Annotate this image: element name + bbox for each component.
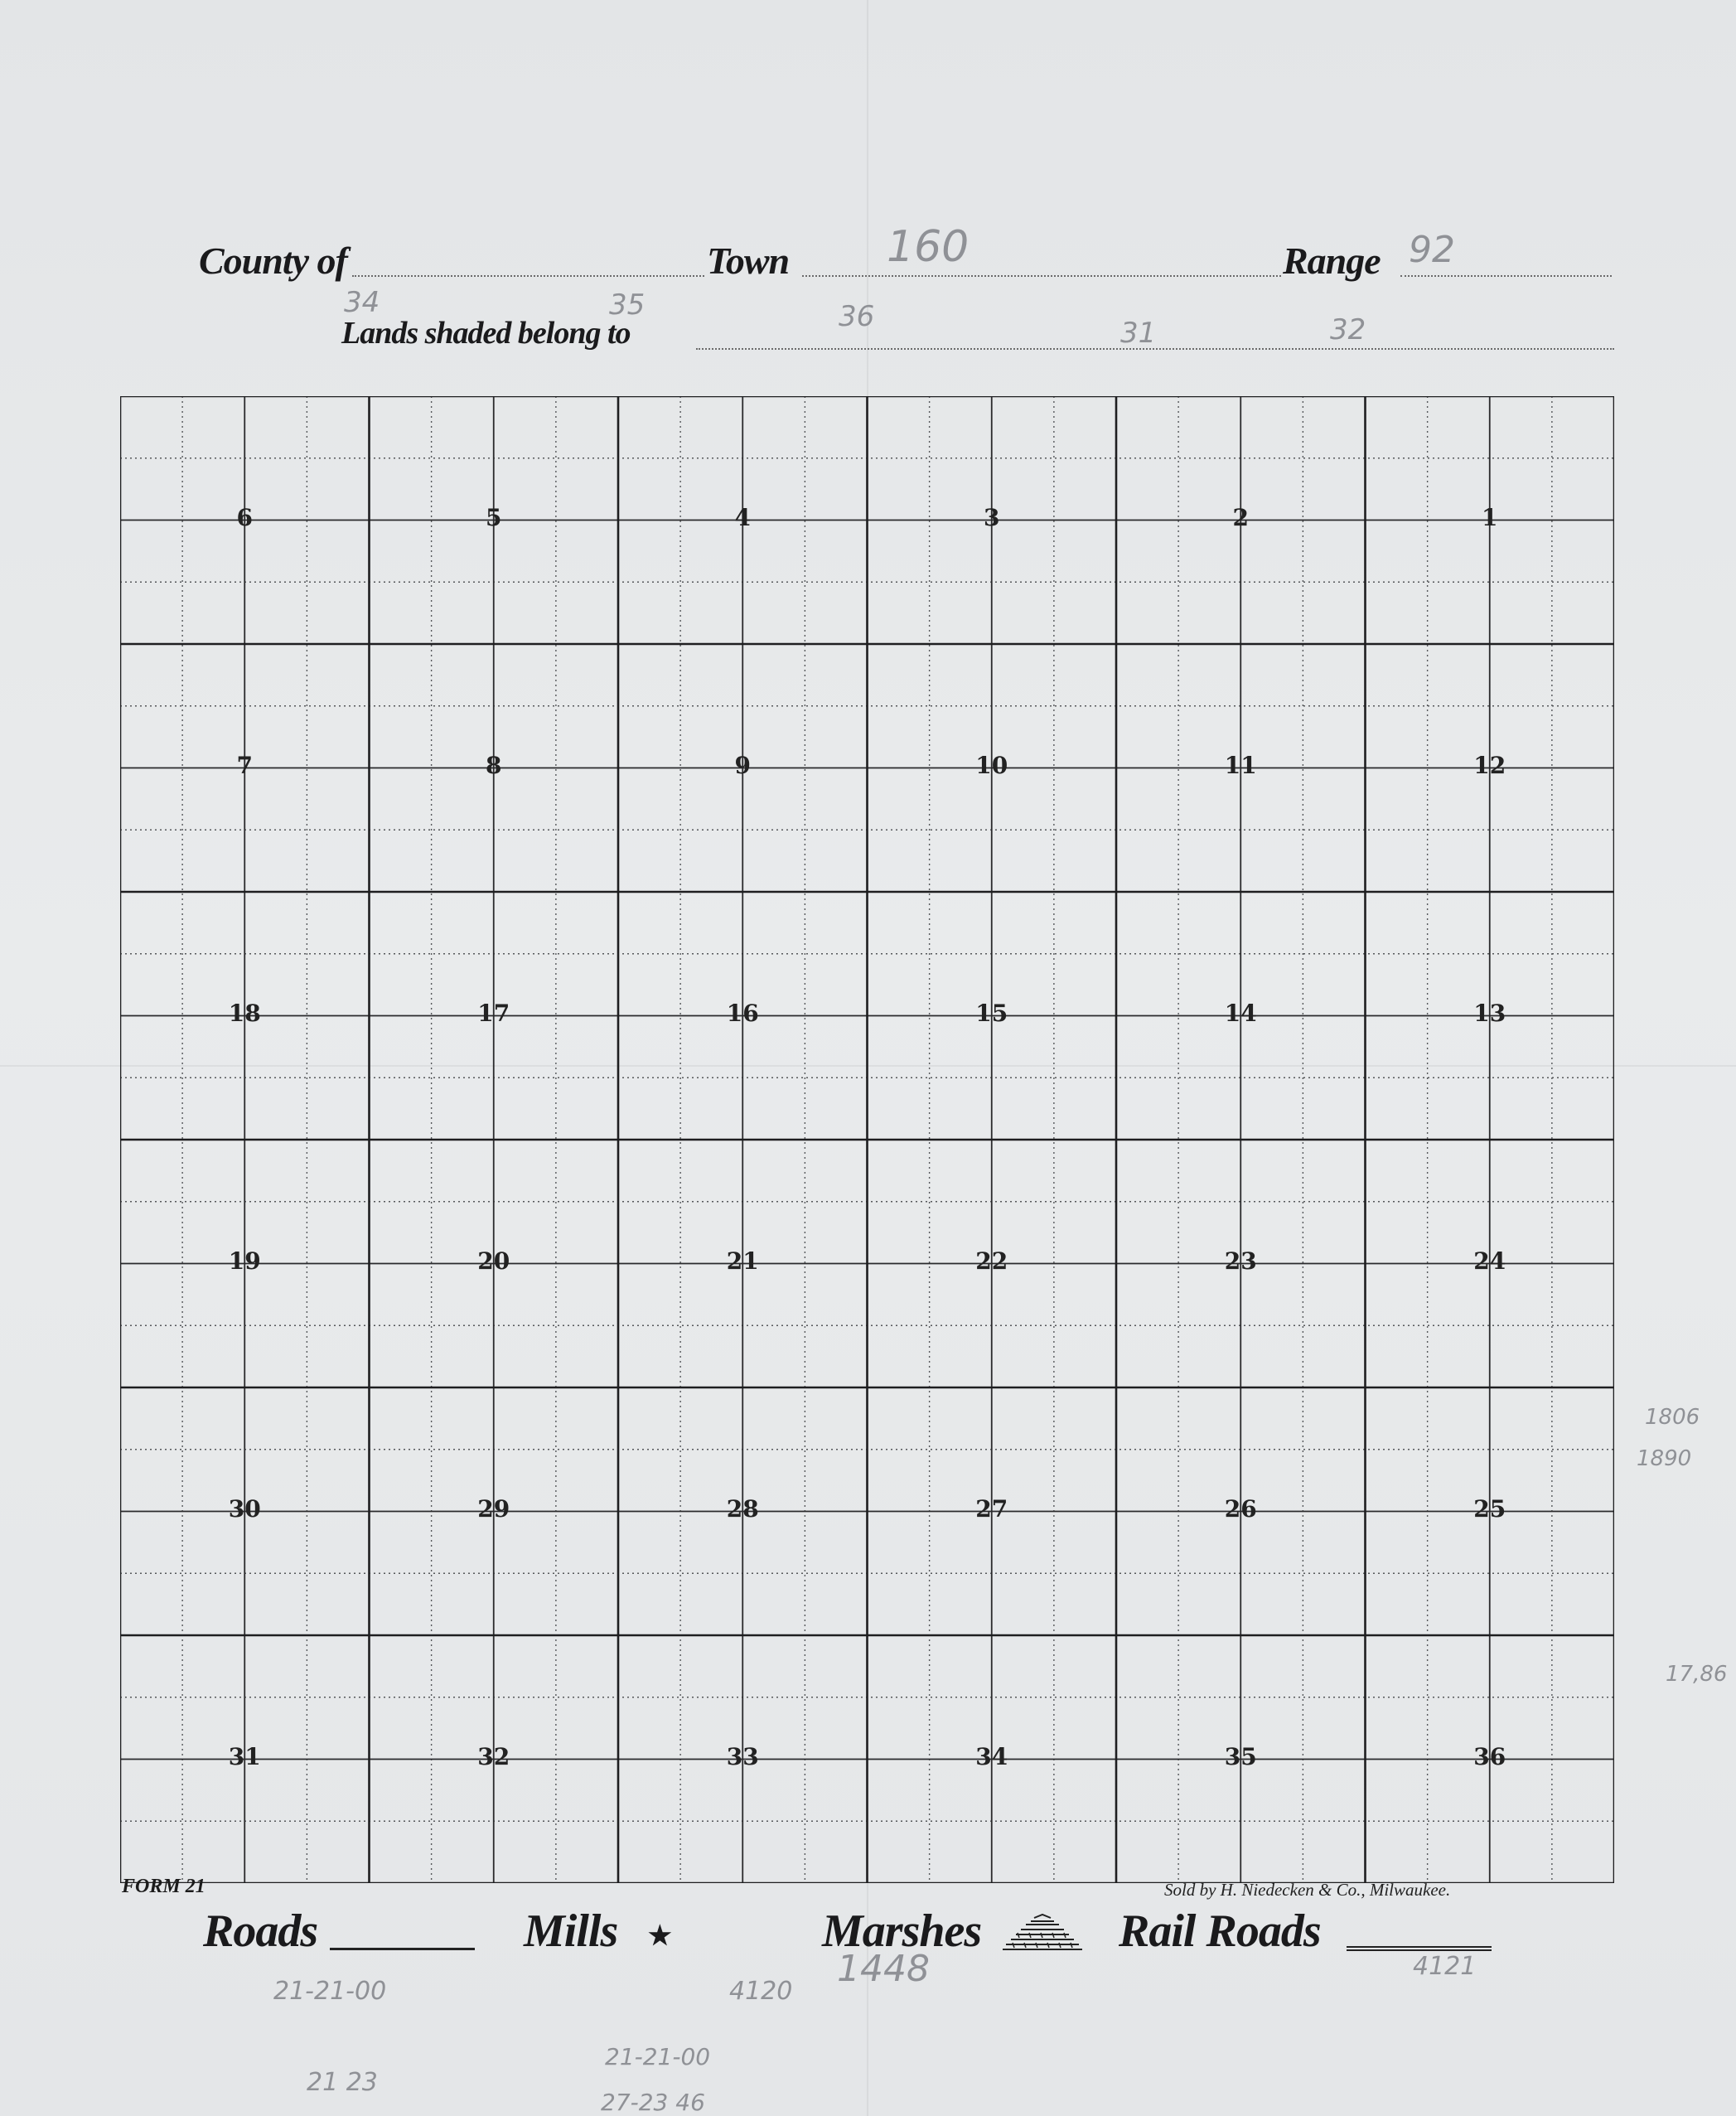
form-label: FORM 21: [122, 1876, 206, 1897]
pencil-note: 35: [609, 288, 646, 322]
pencil-note: 1890: [1637, 1446, 1692, 1471]
section-number: 14: [1224, 999, 1257, 1027]
pencil-note: 1448: [837, 1948, 930, 1990]
pencil-note: 1806: [1645, 1405, 1700, 1430]
township-grid: [120, 396, 1614, 1883]
pencil-note: 32: [1330, 313, 1366, 346]
section-number: 31: [228, 1742, 261, 1770]
section-number: 26: [1224, 1494, 1257, 1523]
section-number: 22: [975, 1247, 1008, 1275]
section-number: 3: [984, 503, 1000, 531]
pencil-note: 21 23: [307, 2068, 378, 2097]
section-number: 10: [975, 751, 1008, 779]
section-number: 34: [975, 1742, 1008, 1770]
legend-marshes-label: Marshes: [822, 1905, 982, 1957]
pencil-note: 21-21-00: [605, 2043, 711, 2070]
section-number: 30: [228, 1494, 261, 1523]
pencil-note: 31: [1120, 317, 1157, 350]
section-number: 24: [1473, 1247, 1506, 1275]
range-label: Range: [1283, 240, 1381, 282]
pencil-note: 4120: [729, 1977, 793, 2006]
section-number: 18: [228, 999, 261, 1027]
legend-mills-label: Mills: [524, 1905, 618, 1957]
range-value: 92: [1409, 229, 1455, 271]
county-field: [352, 275, 704, 277]
lands-label: Lands shaded belong to: [341, 316, 631, 351]
section-number: 13: [1473, 999, 1506, 1027]
section-number: 16: [726, 999, 759, 1027]
marsh-symbol-icon: [1001, 1913, 1084, 1953]
section-number: 12: [1473, 751, 1506, 779]
section-number: 9: [734, 751, 751, 779]
section-number: 15: [975, 999, 1008, 1027]
section-number: 32: [477, 1742, 510, 1770]
pencil-note: 21-21-00: [273, 1977, 387, 2006]
legend-roads-line: [330, 1948, 475, 1950]
section-number: 20: [477, 1247, 510, 1275]
town-label: Town: [707, 240, 790, 282]
section-number: 29: [477, 1494, 510, 1523]
section-number: 1: [1482, 503, 1498, 531]
section-number: 19: [228, 1247, 261, 1275]
section-number: 11: [1224, 751, 1257, 779]
section-number: 21: [726, 1247, 759, 1275]
section-number: 36: [1473, 1742, 1506, 1770]
section-number: 7: [236, 751, 253, 779]
sold-by-label: Sold by H. Niedecken & Co., Milwaukee.: [1164, 1880, 1451, 1900]
range-field: [1400, 275, 1612, 277]
legend-roads-label: Roads: [203, 1905, 318, 1957]
section-number: 33: [726, 1742, 759, 1770]
pencil-note: 4121: [1413, 1952, 1477, 1981]
pencil-note: 34: [344, 286, 380, 319]
grid-lines: [120, 396, 1614, 1883]
county-label: County of: [199, 240, 347, 282]
pencil-note: 27-23 46: [601, 2089, 705, 2116]
town-field: [802, 275, 1281, 277]
section-number: 2: [1232, 503, 1249, 531]
pencil-note: 36: [839, 300, 875, 333]
mill-star-icon: ★: [648, 1920, 671, 1950]
section-number: 35: [1224, 1742, 1257, 1770]
town-value: 160: [887, 222, 970, 272]
section-number: 23: [1224, 1247, 1257, 1275]
section-number: 25: [1473, 1494, 1506, 1523]
section-number: 8: [486, 751, 502, 779]
section-number: 27: [975, 1494, 1008, 1523]
section-number: 28: [726, 1494, 759, 1523]
legend-railroads-label: Rail Roads: [1119, 1905, 1321, 1957]
pencil-note: 17,86: [1666, 1662, 1728, 1687]
section-number: 17: [477, 999, 510, 1027]
section-number: 4: [734, 503, 751, 531]
legend-railroads-line: [1347, 1946, 1492, 1951]
section-number: 6: [236, 503, 253, 531]
section-number: 5: [486, 503, 502, 531]
